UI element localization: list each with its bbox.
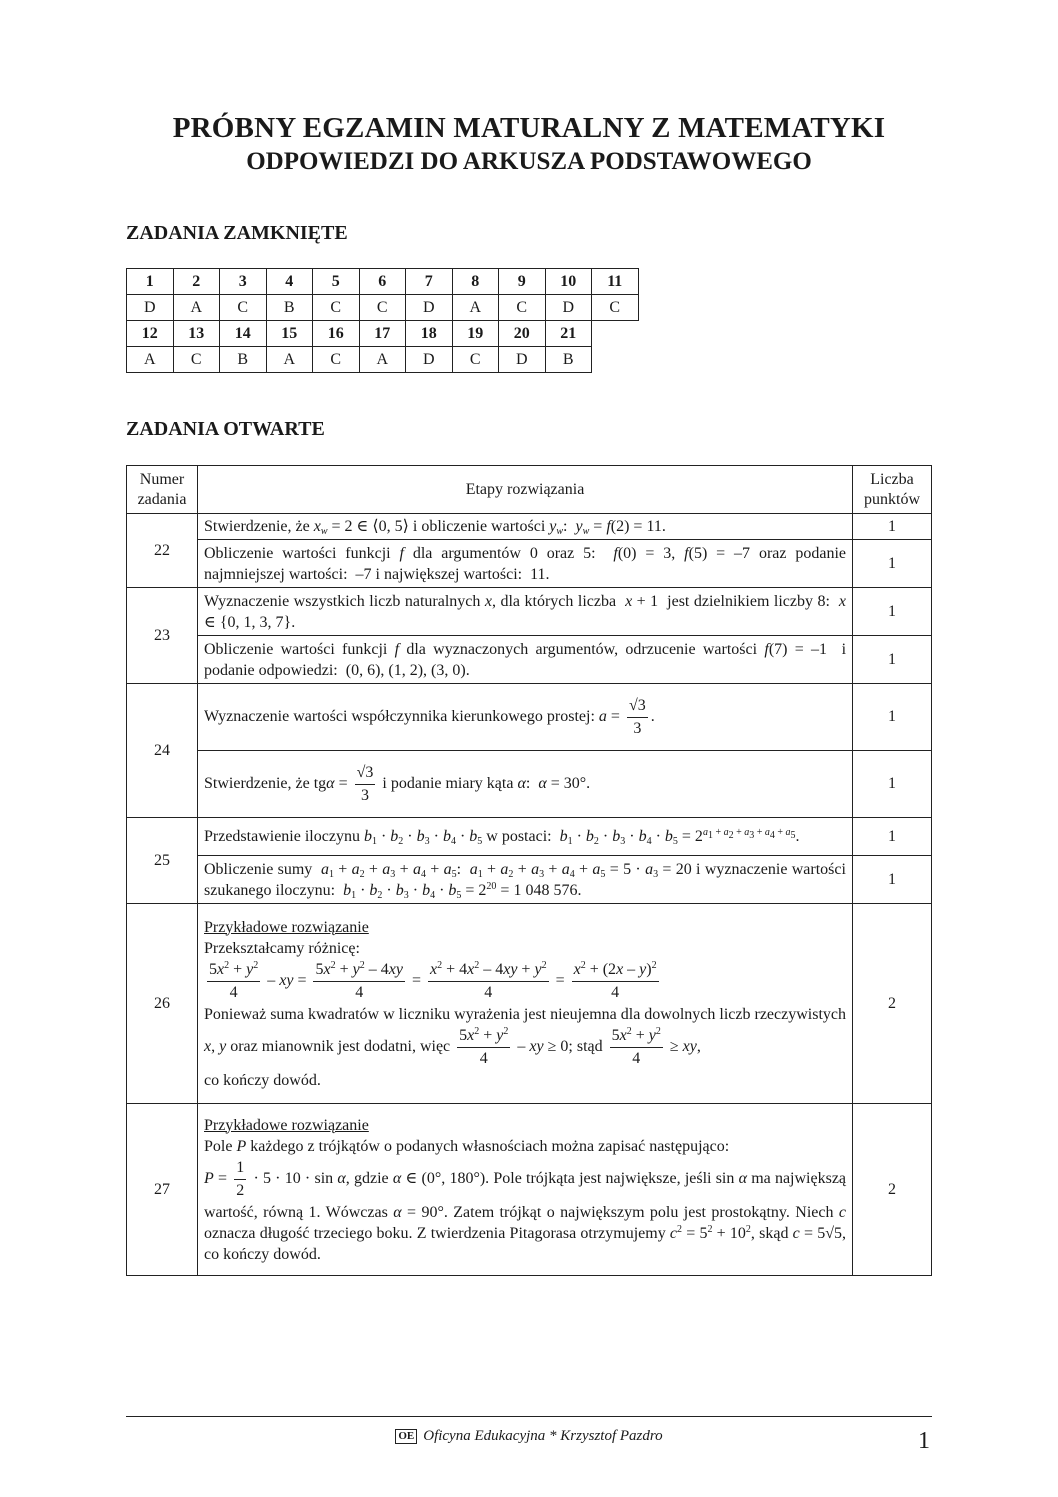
- task-number-cell: 16: [313, 321, 360, 347]
- step-points: 1: [853, 588, 932, 636]
- step-points: 1: [853, 636, 932, 684]
- task-number-cell: 20: [499, 321, 546, 347]
- answer-cell: C: [220, 295, 267, 321]
- task-number-cell: 5: [313, 269, 360, 295]
- answer-cell: C: [359, 295, 406, 321]
- solution-step: Wyznaczenie wszystkich liczb naturalnych x, dla których liczba x + 1 jest dzielnikiem liczby 8: x ∈ {0, 1, 3, 7}.: [198, 588, 853, 636]
- answer-cell: A: [452, 295, 499, 321]
- task-number-cell: 18: [406, 321, 453, 347]
- answer-cell: B: [220, 347, 267, 373]
- header-task-number: Numer zadania: [127, 466, 198, 514]
- answer-cell: C: [592, 295, 639, 321]
- step-points: 1: [853, 856, 932, 904]
- page-title: PRÓBNY EGZAMIN MATURALNY Z MATEMATYKI: [172, 112, 886, 144]
- fraction: $\frac{√3}{3}$: [628, 696, 646, 737]
- solution-step: Przedstawienie iloczynu $b_1 \cdot b_2 \cdot b_3 \cdot b_4 \cdot b_5$ w postaci: $b_1 \cdot b_2 \cdot b_3 \cdot b_4 \cdot b_5 = 2^{a_1 + a_2 + a_3 + a_4 + a_5}$.: [198, 818, 853, 856]
- closed-tasks-heading: ZADANIA ZAMKNIĘTE: [126, 222, 348, 244]
- task-number: 25: [127, 818, 198, 904]
- task-number-cell: 9: [499, 269, 546, 295]
- empty-cell: [592, 347, 639, 373]
- task-number-cell: 10: [545, 269, 592, 295]
- task-number-cell: 6: [359, 269, 406, 295]
- solution-step: Przykładowe rozwiązanie Przekształcamy różnicę: $\frac{5x^2 + y^2}{4}$ – xy = $\frac{5x^2 + y^2 - 4xy}{4}$ = $\frac{x^2 + 4x^2 - 4xy + y^2}{4}$ = $\frac{x^2 + (2x - y)^2}{4}$ Ponieważ suma kwadratów w liczniku wyrażenia jest nieujemna dla dowolnych liczb rzeczywistych x, y oraz mianownik jest dodatni, więc $\frac{5x^2 + y^2}{4}$ – xy ≥ 0; stąd $\frac{5x^2 + y^2}{4}$ ≥ xy, co kończy dowód.: [198, 904, 853, 1104]
- task-number-cell: 19: [452, 321, 499, 347]
- example-solution-label: Przykładowe rozwiązanie: [204, 1116, 369, 1134]
- open-answers-table: [126, 465, 932, 1276]
- answer-cell: D: [499, 347, 546, 373]
- publisher-logo: OE: [395, 1429, 417, 1444]
- task-number: 24: [127, 684, 198, 818]
- answer-cell: D: [406, 347, 453, 373]
- step-points: 1: [853, 540, 932, 588]
- task-number: 22: [127, 514, 198, 588]
- task-number-cell: 14: [220, 321, 267, 347]
- step-points: 1: [853, 751, 932, 818]
- answer-cell: C: [452, 347, 499, 373]
- step-points: 2: [853, 904, 932, 1104]
- task-number-cell: 1: [127, 269, 174, 295]
- page-number: 1: [918, 1428, 930, 1454]
- publisher-name: Oficyna Edukacyjna * Krzysztof Pazdro: [423, 1428, 663, 1444]
- answer-cell: D: [406, 295, 453, 321]
- step-points: 1: [853, 818, 932, 856]
- answer-cell: D: [545, 295, 592, 321]
- task-number-cell: 15: [266, 321, 313, 347]
- header-steps: Etapy rozwiązania: [198, 466, 853, 514]
- task-number-cell: 12: [127, 321, 174, 347]
- step-points: 1: [853, 684, 932, 751]
- closed-answers-table: [126, 268, 639, 373]
- task-number: 26: [127, 904, 198, 1104]
- answer-cell: C: [499, 295, 546, 321]
- footer-publisher: [0, 1428, 1058, 1445]
- open-tasks-heading: ZADANIA OTWARTE: [126, 418, 325, 440]
- task-number-cell: 4: [266, 269, 313, 295]
- fraction: $\frac{√3}{3}$: [356, 763, 374, 804]
- answer-cell: C: [313, 347, 360, 373]
- task-number: 27: [127, 1104, 198, 1276]
- task-number-cell: 8: [452, 269, 499, 295]
- solution-step: Przykładowe rozwiązanie Pole P każdego z trójkątów o podanych własnościach można zapisać następująco: P = $\frac{1}{2}$ · 5 · 10 · sin α, gdzie α ∈ (0°, 180°). Pole trójkąta jest największe, jeśli sin α ma największą wartość, równą 1. Wówczas α = 90°. Zatem trójkąt o największym polu jest prostokątny. Niech c oznacza długość trzeciego boku. Z twierdzenia Pitagorasa otrzymujemy $c^2 = 5^2 + 10^2$, skąd c = 5√5, co kończy dowód.: [198, 1104, 853, 1276]
- answer-cell: A: [359, 347, 406, 373]
- solution-step: Obliczenie wartości funkcji f dla wyznaczonych argumentów, odrzucenie wartości f(7) = –1 i podanie odpowiedzi: (0, 6), (1, 2), (3, 0).: [198, 636, 853, 684]
- header-points: Liczba punktów: [853, 466, 932, 514]
- solution-step: Wyznaczenie wartości współczynnika kierunkowego prostej: a = $\frac{√3}{3}$ .: [198, 684, 853, 751]
- task-number-cell: 7: [406, 269, 453, 295]
- page-subtitle: ODPOWIEDZI DO ARKUSZA PODSTAWOWEGO: [246, 148, 812, 175]
- solution-step: Stwierdzenie, że $x_w = 2$ ∈ ⟨0, 5⟩ i obliczenie wartości $y_w$: $y_w = f(2) = 11$.: [198, 514, 853, 540]
- answer-cell: C: [313, 295, 360, 321]
- answer-cell: D: [127, 295, 174, 321]
- task-number: 23: [127, 588, 198, 684]
- empty-cell: [592, 321, 639, 347]
- task-number-cell: 11: [592, 269, 639, 295]
- answer-cell: C: [173, 347, 220, 373]
- footer-divider: [126, 1416, 932, 1417]
- solution-step: Stwierdzenie, że tgα = $\frac{√3}{3}$ i podanie miary kąta α: α = 30°.: [198, 751, 853, 818]
- task-number-cell: 3: [220, 269, 267, 295]
- answer-cell: A: [127, 347, 174, 373]
- solution-step: Obliczenie wartości funkcji f dla argumentów 0 oraz 5: f(0) = 3, f(5) = –7 oraz podanie najmniejszej wartości: –7 i największej wartości: 11.: [198, 540, 853, 588]
- answer-cell: A: [173, 295, 220, 321]
- step-points: 1: [853, 514, 932, 540]
- step-points: 2: [853, 1104, 932, 1276]
- example-solution-label: Przykładowe rozwiązanie: [204, 918, 369, 936]
- solution-step: Obliczenie sumy $a_1 + a_2 + a_3 + a_4 + a_5$: $a_1 + a_2 + a_3 + a_4 + a_5 = 5 \cdot a_3 = 20$ i wyznaczenie wartości szukanego iloczynu: $b_1 \cdot b_2 \cdot b_3 \cdot b_4 \cdot b_5 = 2^{20} = 1$ 048 576.: [198, 856, 853, 904]
- answer-cell: A: [266, 347, 313, 373]
- answer-cell: B: [545, 347, 592, 373]
- task-number-cell: 17: [359, 321, 406, 347]
- task-number-cell: 21: [545, 321, 592, 347]
- task-number-cell: 13: [173, 321, 220, 347]
- task-number-cell: 2: [173, 269, 220, 295]
- answer-cell: B: [266, 295, 313, 321]
